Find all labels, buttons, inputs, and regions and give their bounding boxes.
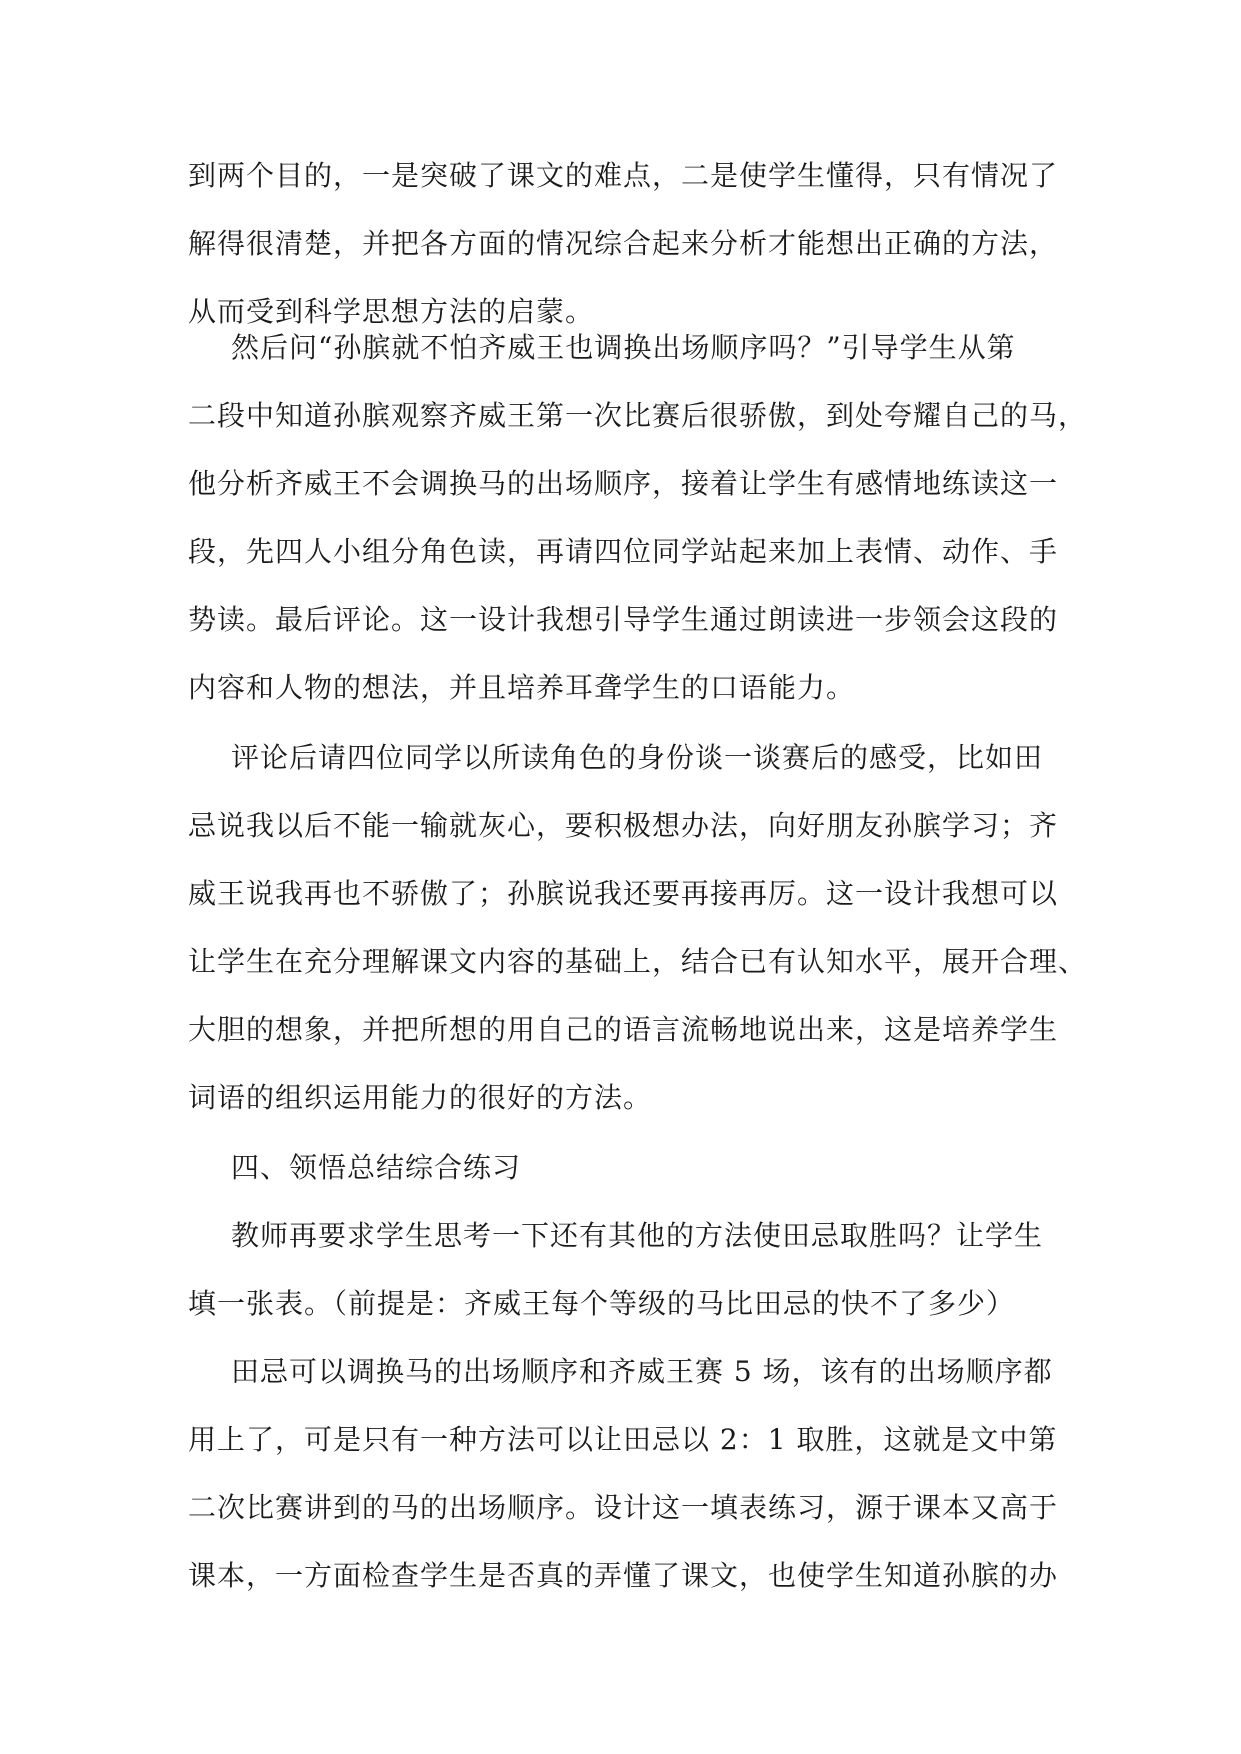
text-line: 大胆的想象，并把所想的用自己的语言流畅地说出来，这是培养学生 [188, 1013, 1059, 1046]
text-line: 忌说我以后不能一输就灰心，要积极想办法，向好朋友孙膑学习；齐 [188, 809, 1059, 842]
text-line: 内容和人物的想法，并且培养耳聋学生的口语能力。 [188, 671, 856, 704]
text-line: 势读。最后评论。这一设计我想引导学生通过朗读进一步领会这段的 [188, 603, 1059, 636]
paragraph-5 [188, 1338, 1058, 1610]
paragraph-3 [188, 724, 1088, 1132]
paragraph-4 [188, 1202, 1058, 1338]
text-line: 从而受到科学思想方法的启蒙。 [188, 295, 595, 328]
text-line: 二段中知道孙膑观察齐威王第一次比赛后很骄傲，到处夸耀自己的马， [188, 399, 1088, 432]
text-line: 教师再要求学生思考一下还有其他的方法使田忌取胜吗？让学生 [231, 1219, 1044, 1252]
text-line: 用上了，可是只有一种方法可以让田忌以 2：1 取胜，这就是文中第 [188, 1423, 1058, 1456]
text-line: 到两个目的，一是突破了课文的难点，二是使学生懂得，只有情况了 [188, 159, 1059, 192]
paragraph-2 [188, 314, 1088, 722]
text-line: 然后问“孙膑就不怕齐威王也调换出场顺序吗？”引导学生从第 [231, 331, 1016, 364]
text-line: 段，先四人小组分角色读，再请四位同学站起来加上表情、动作、手 [188, 535, 1059, 568]
text-line: 威王说我再也不骄傲了；孙膑说我还要再接再厉。这一设计我想可以 [188, 877, 1059, 910]
text-line: 评论后请四位同学以所读角色的身份谈一谈赛后的感受，比如田 [231, 741, 1044, 774]
text-line: 课本，一方面检查学生是否真的弄懂了课文，也使学生知道孙膑的办 [188, 1559, 1059, 1592]
text-line: 解得很清楚，并把各方面的情况综合起来分析才能想出正确的方法， [188, 227, 1059, 260]
text-line: 让学生在充分理解课文内容的基础上，结合已有认知水平，展开合理、 [188, 945, 1088, 978]
text-line: 他分析齐威王不会调换马的出场顺序，接着让学生有感情地练读这一 [188, 467, 1059, 500]
heading-text: 四、领悟总结综合练习 [231, 1151, 522, 1184]
text-line: 填一张表。（前提是：齐威王每个等级的马比田忌的快不了多少） [188, 1287, 1016, 1320]
text-line: 词语的组织运用能力的很好的方法。 [188, 1081, 653, 1114]
text-line: 田忌可以调换马的出场顺序和齐威王赛 5 场，该有的出场顺序都 [231, 1355, 1053, 1388]
text-line: 二次比赛讲到的马的出场顺序。设计这一填表练习，源于课本又高于 [188, 1491, 1059, 1524]
section-heading [188, 1134, 1058, 1202]
